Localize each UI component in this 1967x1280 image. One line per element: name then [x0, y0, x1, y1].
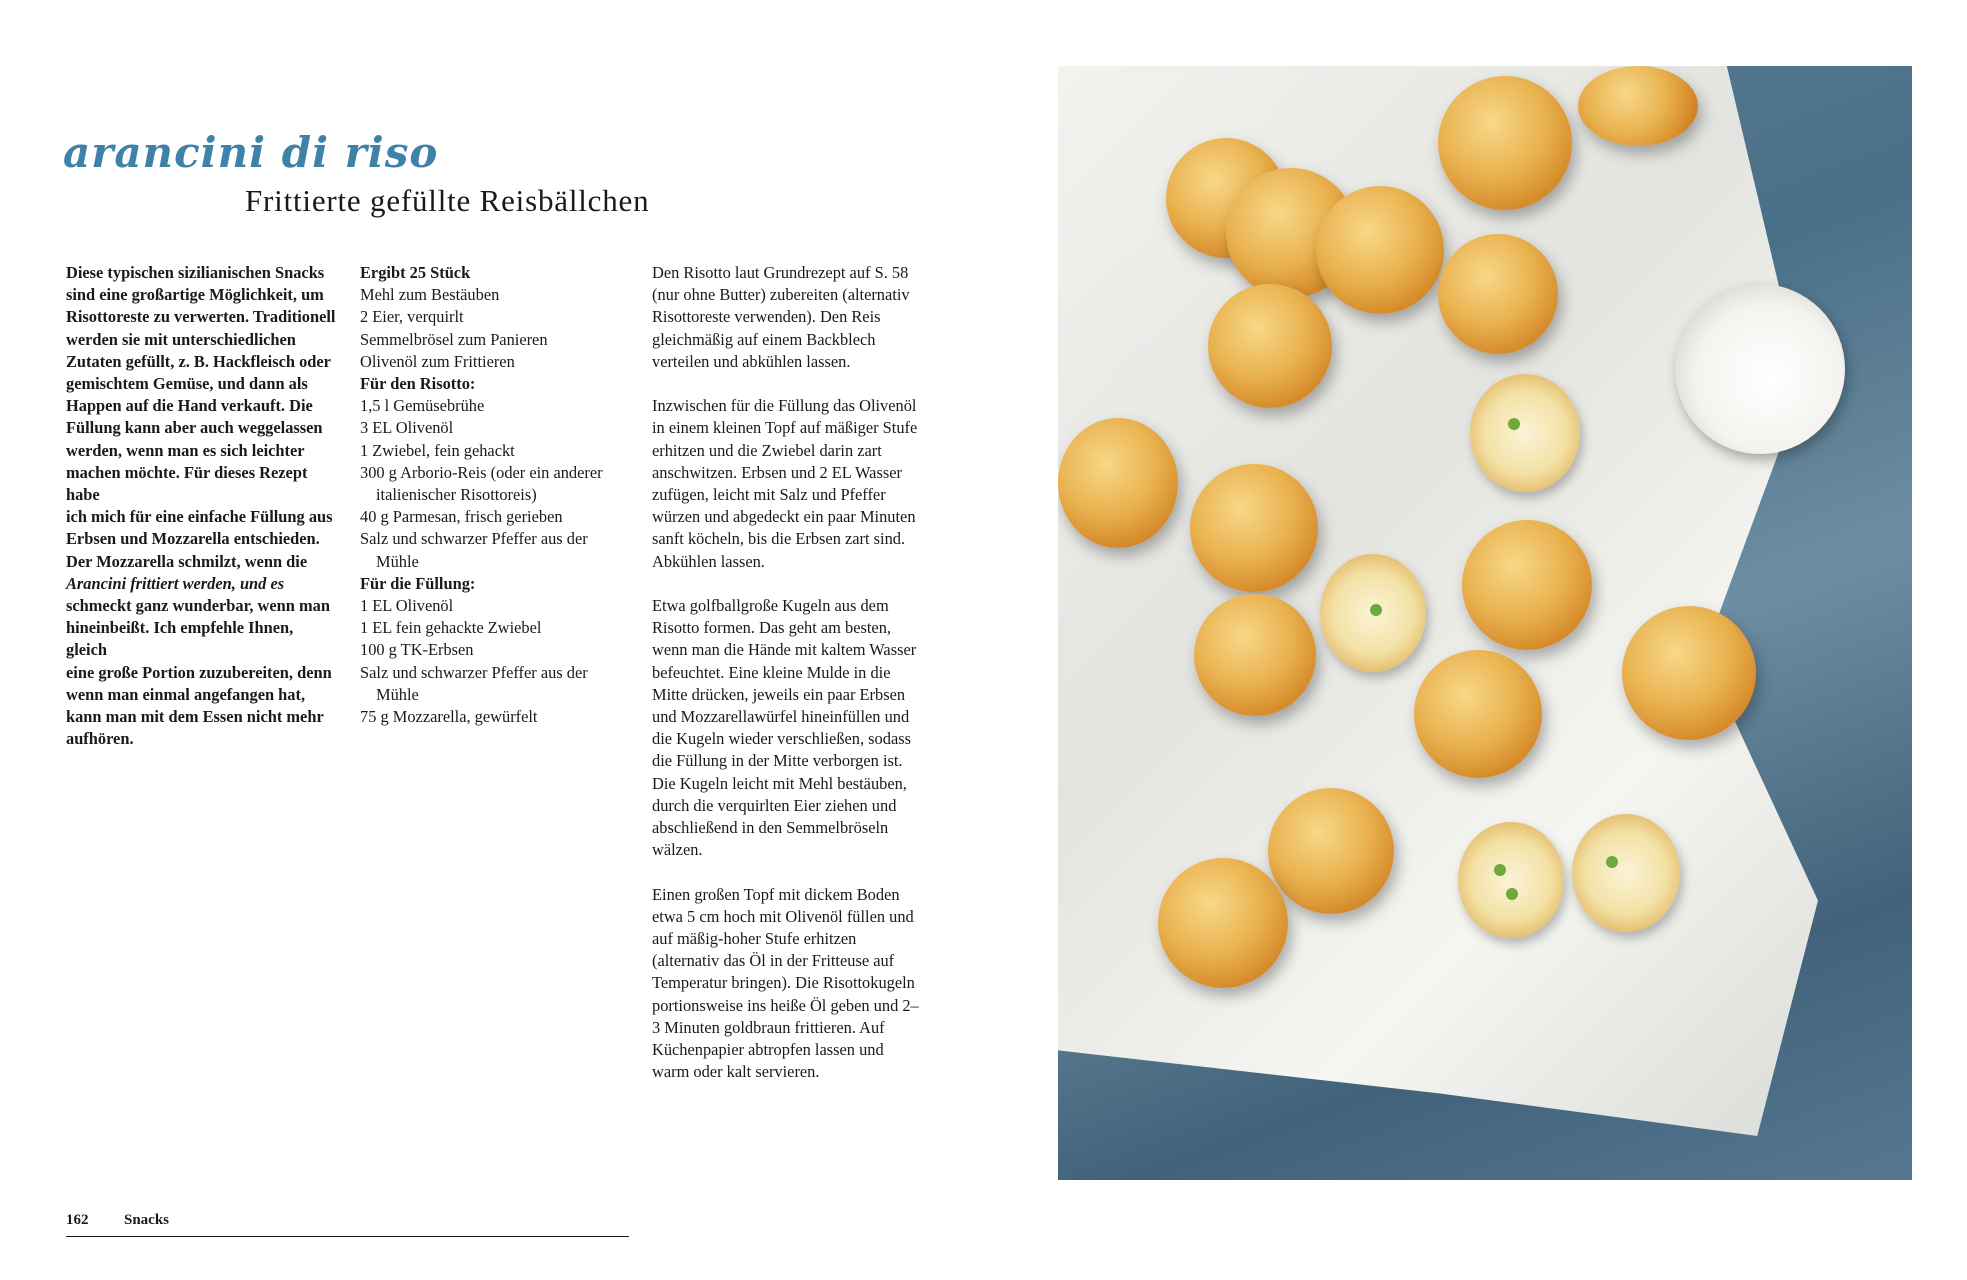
rice-ball — [1158, 858, 1288, 988]
filling-header: Für die Füllung: — [360, 573, 476, 593]
intro-line: Zutaten gefüllt, z. B. Hackfleisch oder — [66, 351, 331, 371]
ingredient-item: Olivenöl zum Frittieren — [360, 351, 515, 371]
pea — [1370, 604, 1382, 616]
rice-ball — [1578, 66, 1698, 146]
ingredient-item: 75 g Mozzarella, gewürfelt — [360, 707, 538, 727]
yield-label: Ergibt 25 Stück — [360, 263, 471, 282]
intro-line: Erbsen und Mozzarella entschieden. — [66, 529, 320, 549]
ingredient-item: Salz und schwarzer Pfeffer aus der — [360, 662, 588, 682]
ingredient-item: 1,5 l Gemüsebrühe — [360, 396, 485, 416]
intro-line: werden, wenn man es sich leichter — [66, 440, 305, 460]
intro-line: Füllung kann aber auch weggelassen — [66, 418, 323, 438]
ingredient-item: 1 EL Olivenöl — [360, 596, 454, 616]
rice-ball — [1194, 594, 1316, 716]
ingredient-item: 3 EL Olivenöl — [360, 418, 454, 438]
method-column — [652, 262, 924, 1106]
intro-line: machen möchte. Für dieses Rezept habe — [66, 462, 308, 505]
rice-ball — [1190, 464, 1318, 592]
rice-ball — [1316, 186, 1444, 314]
ingredient-item: 2 Eier, verquirlt — [360, 307, 464, 327]
ingredient-item: 40 g Parmesan, frisch gerieben — [360, 507, 563, 527]
ingredient-item: italienischer Risottoreis) — [376, 485, 537, 505]
method-step: Den Risotto laut Grundrezept auf S. 58 (nur ohne Butter) zubereiten (alternativ Risottoreste verwenden). Den Reis gleichmäßig auf einem Backblech verteilen und abkühlen lassen. — [652, 263, 910, 371]
rice-ball — [1622, 606, 1756, 740]
rice-ball — [1414, 650, 1542, 778]
method-step: Inzwischen für die Füllung das Olivenöl in einem kleinen Topf auf mäßiger Stufe erhitzen und die Zwiebel darin zart anschwitzen. Erbsen und 2 EL Wasser zufügen, leicht mit Salz und Pfeffer würzen und abgedeckt ein paar Minuten sanft köcheln, bis die Erbsen zart sind. Abkühlen lassen. — [652, 396, 918, 571]
intro-line: Arancini frittiert werden, und es — [66, 573, 285, 593]
risotto-header: Für den Risotto: — [360, 374, 476, 394]
pea — [1506, 888, 1518, 900]
intro-line: eine große Portion zuzubereiten, denn — [66, 662, 332, 682]
rice-ball — [1208, 284, 1332, 408]
recipe-script-title: arancini di riso — [63, 128, 439, 177]
section-name: Snacks — [124, 1212, 170, 1228]
method-step: Etwa golfballgroße Kugeln aus dem Risotto formen. Das geht am besten, wenn man die Hände mit kaltem Wasser befeuchtet. Eine kleine Mulde in die Mitte drücken, jeweils ein paar Erbsen und Mozzarellawürfel hineinfüllen und die Kugeln wieder verschließen, sodass die Füllung in der Mitte verborgen ist. Die Kugeln leicht mit Mehl bestäuben, durch die verquirlten Eier ziehen und abschließend in den Semmelbröseln wälzen. — [652, 596, 917, 860]
rice-ball — [1268, 788, 1394, 914]
arancini-photo — [1058, 66, 1912, 1180]
intro-line: Der Mozzarella schmilzt, wenn die — [66, 551, 308, 571]
intro-line: kann man mit dem Essen nicht mehr — [66, 707, 324, 727]
method-step: Einen großen Topf mit dickem Boden etwa 5 cm hoch mit Olivenöl füllen und auf mäßig-hoher Stufe erhitzen (alternativ das Öl in der Fritteuse auf Temperatur bringen). Die Risottokugeln portionsweise ins heiße Öl geben und 2–3 Minuten goldbraun frittieren. Auf Küchenpapier abtropfen lassen und warm oder kalt servieren. — [652, 884, 919, 1082]
ingredient-item: 100 g TK-Erbsen — [360, 640, 474, 660]
ingredient-item: 1 Zwiebel, fein gehackt — [360, 440, 515, 460]
rice-ball — [1438, 76, 1572, 210]
intro-line: hineinbeißt. Ich empfehle Ihnen, gleich — [66, 618, 294, 660]
rice-ball — [1438, 234, 1558, 354]
rice-ball — [1058, 418, 1178, 548]
ingredient-item: Salz und schwarzer Pfeffer aus der — [360, 529, 588, 549]
salt-pepper-bowl — [1675, 284, 1845, 454]
intro-line: wenn man einmal angefangen hat, — [66, 684, 306, 704]
intro-line: ich mich für eine einfache Füllung aus — [66, 507, 333, 527]
page-number: 162 — [66, 1212, 89, 1228]
cut-rice-ball — [1470, 374, 1580, 492]
intro-line: Risottoreste zu verwerten. Traditionell — [66, 307, 336, 327]
rice-ball — [1462, 520, 1592, 650]
recipe-subtitle: Frittierte gefüllte Reisbällchen — [245, 183, 650, 218]
ingredient-item: 300 g Arborio-Reis (oder ein anderer — [360, 462, 603, 482]
intro-column — [66, 262, 338, 750]
ingredients-column — [360, 262, 620, 728]
ingredient-item: Mühle — [376, 551, 419, 571]
pea — [1606, 856, 1618, 868]
pea — [1494, 864, 1506, 876]
intro-line: Diese typischen sizilianischen Snacks — [66, 263, 325, 282]
intro-line: werden sie mit unterschiedlichen — [66, 329, 296, 349]
cut-rice-ball — [1572, 814, 1680, 932]
intro-line: schmeckt ganz wunderbar, wenn man — [66, 596, 330, 616]
ingredient-item: Mühle — [376, 684, 419, 704]
intro-line: gemischtem Gemüse, und dann als — [66, 374, 308, 394]
intro-line: sind eine großartige Möglichkeit, um — [66, 285, 324, 305]
ingredient-item: Mehl zum Bestäuben — [360, 285, 500, 305]
intro-line: Happen auf die Hand verkauft. Die — [66, 396, 313, 416]
ingredient-item: Semmelbrösel zum Panieren — [360, 329, 548, 349]
ingredient-item: 1 EL fein gehackte Zwiebel — [360, 618, 542, 638]
intro-line: aufhören. — [66, 729, 134, 749]
pea — [1508, 418, 1520, 430]
page-footer — [66, 1212, 629, 1237]
cut-rice-ball — [1458, 822, 1564, 938]
